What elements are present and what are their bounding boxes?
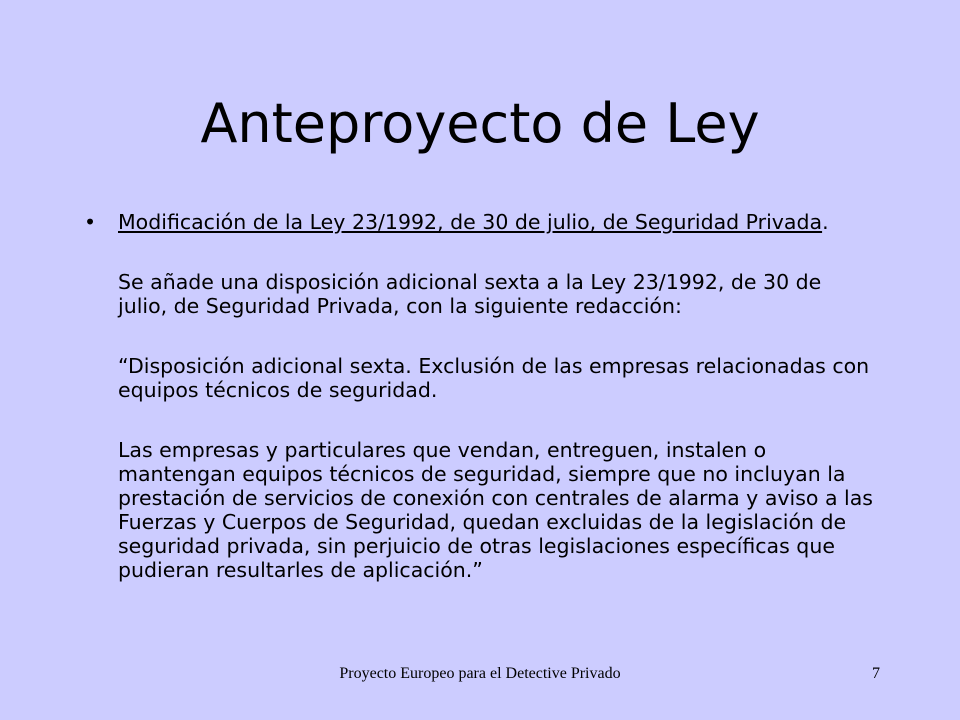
paragraph-addition: Se añade una disposición adicional sexta a la Ley 23/1992, de 30 de julio, de Seguridad Privada, con la siguiente redacción:	[118, 270, 822, 318]
bullet-item	[84, 210, 874, 234]
bullet-dot: •	[84, 210, 97, 234]
bullet-tail: .	[822, 210, 829, 234]
paragraph-provision-heading: “Disposición adicional sexta. Exclusión de las empresas relacionadas con equipos técnicos de seguridad.	[118, 354, 870, 402]
law-modification-link[interactable]: Modificación de la Ley 23/1992, de 30 de julio, de Seguridad Privada	[118, 210, 823, 234]
paragraph-provision-body: Las empresas y particulares que vendan, entreguen, instalen o mantengan equipos técnicos de seguridad, siempre que no incluyan la prestación de servicios de conexión con centrales de alarma y aviso a las Fuerzas y Cuerpos de Seguridad, quedan excluidas de la legislación de seguridad privada, sin perjuicio de otras legislaciones específicas que pudieran resultarles de aplicación.”	[118, 438, 873, 582]
footer-text: Proyecto Europeo para el Detective Privado	[339, 665, 621, 682]
slide-content	[84, 210, 874, 582]
slide-title: Anteproyecto de Ley	[200, 92, 760, 155]
page-number: 7	[872, 665, 880, 682]
